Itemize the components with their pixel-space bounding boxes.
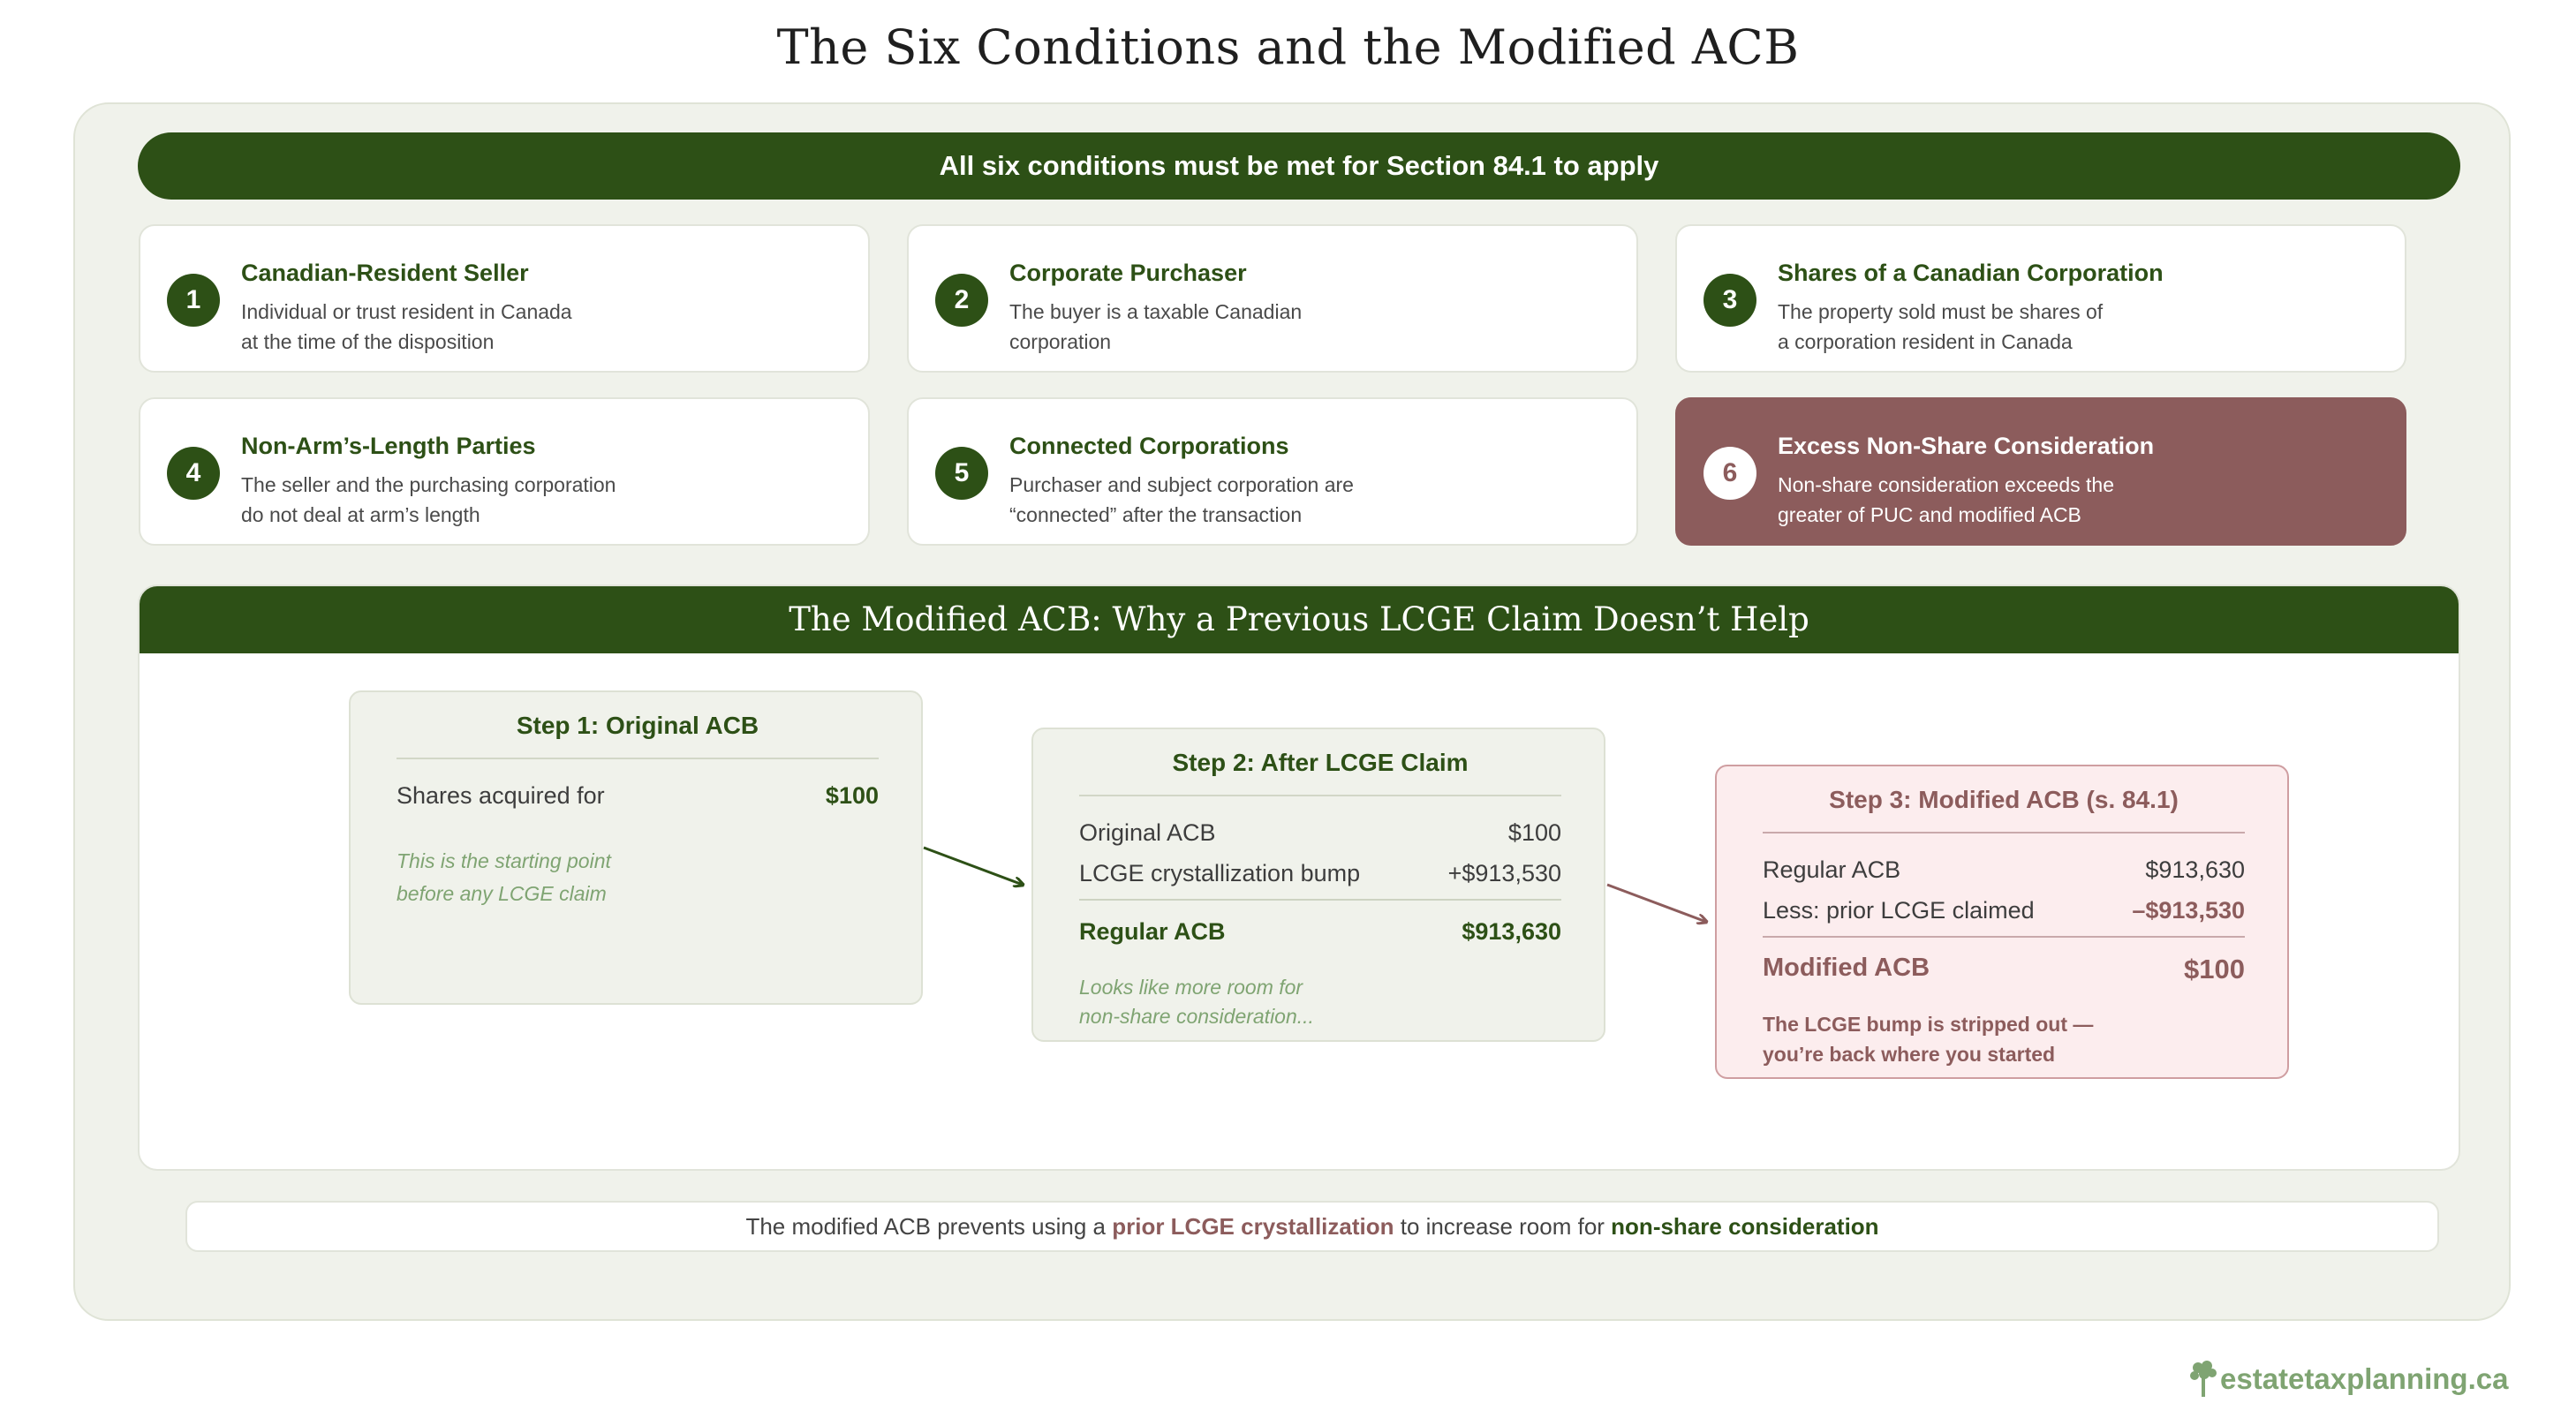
condition-description-line: Purchaser and subject corporation are bbox=[1009, 473, 1354, 496]
row-label: Regular ACB bbox=[1079, 918, 1226, 945]
row-value: +$913,530 bbox=[1447, 860, 1561, 886]
row-value: $100 bbox=[825, 782, 879, 809]
row-value: $100 bbox=[1507, 819, 1561, 846]
condition-description-line: at the time of the disposition bbox=[241, 330, 495, 353]
condition-number-badge: 6 bbox=[1703, 447, 1756, 500]
brand-text: estatetaxplanning.ca bbox=[2220, 1362, 2509, 1395]
condition-title: Shares of a Canadian Corporation bbox=[1778, 260, 2164, 286]
footer-highlight-non-share: non-share consideration bbox=[1611, 1213, 1879, 1240]
condition-description-line: The buyer is a taxable Canadian bbox=[1009, 300, 1303, 323]
row-value: $913,630 bbox=[2145, 856, 2245, 883]
condition-description-line: greater of PUC and modified ACB bbox=[1778, 503, 2081, 526]
modified-acb-header: The Modified ACB: Why a Previous LCGE Claim Doesn’t Help bbox=[140, 586, 2459, 653]
tree-icon bbox=[2188, 1360, 2218, 1399]
row-label: Shares acquired for bbox=[397, 782, 605, 809]
note-line: non-share consideration... bbox=[1079, 1005, 1314, 1028]
condition-number-badge: 3 bbox=[1703, 274, 1756, 327]
row-value: –$913,530 bbox=[2132, 897, 2245, 924]
note-line: This is the starting point bbox=[397, 849, 611, 872]
row-label: Regular ACB bbox=[1763, 856, 1901, 883]
condition-title: Excess Non-Share Consideration bbox=[1778, 433, 2155, 459]
condition-description-line: corporation bbox=[1009, 330, 1112, 353]
brand-logo bbox=[2188, 1360, 2508, 1399]
step1-title: Step 1: Original ACB bbox=[397, 712, 879, 759]
condition-description-line: a corporation resident in Canada bbox=[1778, 330, 2073, 353]
row-label: Modified ACB bbox=[1763, 954, 1930, 982]
condition-number-badge: 5 bbox=[935, 447, 988, 500]
note-line: before any LCGE claim bbox=[397, 882, 607, 905]
condition-title: Non-Arm’s-Length Parties bbox=[241, 433, 536, 459]
footer-summary bbox=[185, 1201, 2439, 1252]
condition-title: Corporate Purchaser bbox=[1009, 260, 1247, 286]
row-label: Less: prior LCGE claimed bbox=[1763, 897, 2035, 924]
condition-number-badge: 1 bbox=[167, 274, 220, 327]
footer-highlight-lcge: prior LCGE crystallization bbox=[1112, 1213, 1394, 1240]
arrow-step1-to-step2 bbox=[924, 848, 1023, 885]
condition-number-badge: 4 bbox=[167, 447, 220, 500]
condition-description-line: Non-share consideration exceeds the bbox=[1778, 473, 2115, 496]
row-label: Original ACB bbox=[1079, 819, 1216, 846]
condition-description-line: do not deal at arm’s length bbox=[241, 503, 480, 526]
note-line: Looks like more room for bbox=[1079, 976, 1303, 999]
footer-text: The modified ACB prevents using a bbox=[745, 1213, 1113, 1240]
row-value: $913,630 bbox=[1462, 918, 1561, 945]
condition-description-line: The seller and the purchasing corporation bbox=[241, 473, 616, 496]
conditions-banner: All six conditions must be met for Section 84.1 to apply bbox=[138, 132, 2460, 200]
condition-number-badge: 2 bbox=[935, 274, 988, 327]
condition-description-line: “connected” after the transaction bbox=[1009, 503, 1303, 526]
step3-title: Step 3: Modified ACB (s. 84.1) bbox=[1763, 786, 2245, 833]
note-line: The LCGE bump is stripped out — bbox=[1763, 1013, 2094, 1036]
condition-description-line: The property sold must be shares of bbox=[1778, 300, 2104, 323]
footer-text: to increase room for bbox=[1394, 1213, 1612, 1240]
page-title: The Six Conditions and the Modified ACB bbox=[776, 19, 1800, 75]
condition-title: Canadian-Resident Seller bbox=[241, 260, 529, 286]
note-line: you’re back where you started bbox=[1763, 1043, 2056, 1066]
row-label: LCGE crystallization bump bbox=[1079, 860, 1361, 886]
step2-title: Step 2: After LCGE Claim bbox=[1079, 749, 1561, 796]
condition-description-line: Individual or trust resident in Canada bbox=[241, 300, 572, 323]
condition-title: Connected Corporations bbox=[1009, 433, 1289, 459]
row-value: $100 bbox=[2184, 954, 2245, 984]
arrow-step2-to-step3 bbox=[1607, 885, 1706, 922]
